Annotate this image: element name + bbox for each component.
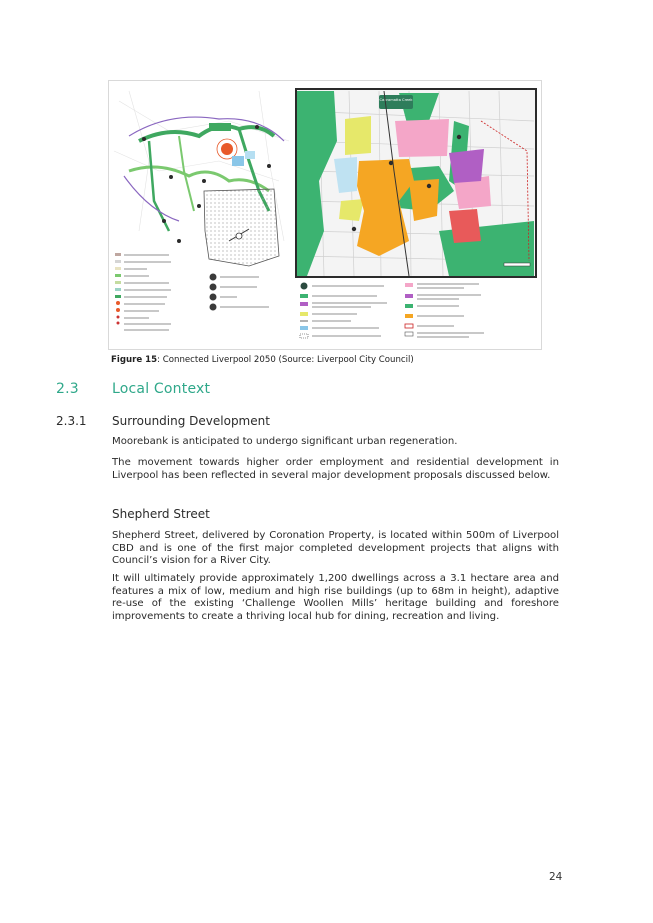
figure-caption-label: Figure 15 — [111, 355, 158, 365]
map-graphic — [109, 81, 541, 349]
paragraph-shepherd-2: It will ultimately provide approximately 1,200 dwellings across a 3.1 hectare area and features a mix of low, medium and high rise buildings (up to 68m in height), adaptive re-use of the existing ‘Challenge Woollen Mills’ heritage building and foreshore improvements to create a thriving local hub for dining, recreation and living. — [112, 573, 559, 622]
page-number: 24 — [549, 871, 563, 883]
section-number: 2.3 — [56, 381, 79, 397]
subsection-title: Surrounding Development — [112, 414, 270, 428]
paragraph-shepherd-1: Shepherd Street, delivered by Coronation Property, is located within 500m of Liverpool CBD and is one of the first major completed development projects that aligns with Council’s vision for a River City. — [112, 530, 559, 567]
right-map — [295, 81, 541, 349]
shepherd-street-heading: Shepherd Street — [112, 507, 210, 521]
section-heading — [56, 381, 210, 397]
figure-caption-text: : Connected Liverpool 2050 (Source: Liverpool City Council) — [157, 355, 414, 365]
section-title: Local Context — [112, 381, 211, 397]
figure-caption — [111, 355, 414, 365]
figure-connected-liverpool-map — [108, 80, 542, 350]
subsection-number: 2.3.1 — [56, 414, 87, 428]
paragraph-movement: The movement towards higher order employment and residential development in Liverpool has been reflected in several major development proposals discussed below. — [112, 457, 559, 481]
subsection-heading — [56, 414, 270, 428]
paragraph-moorebank: Moorebank is anticipated to undergo significant urban regeneration. — [112, 436, 458, 447]
map-label-cabramatta: Cabramatta Creek — [379, 98, 413, 102]
left-map — [109, 81, 295, 349]
